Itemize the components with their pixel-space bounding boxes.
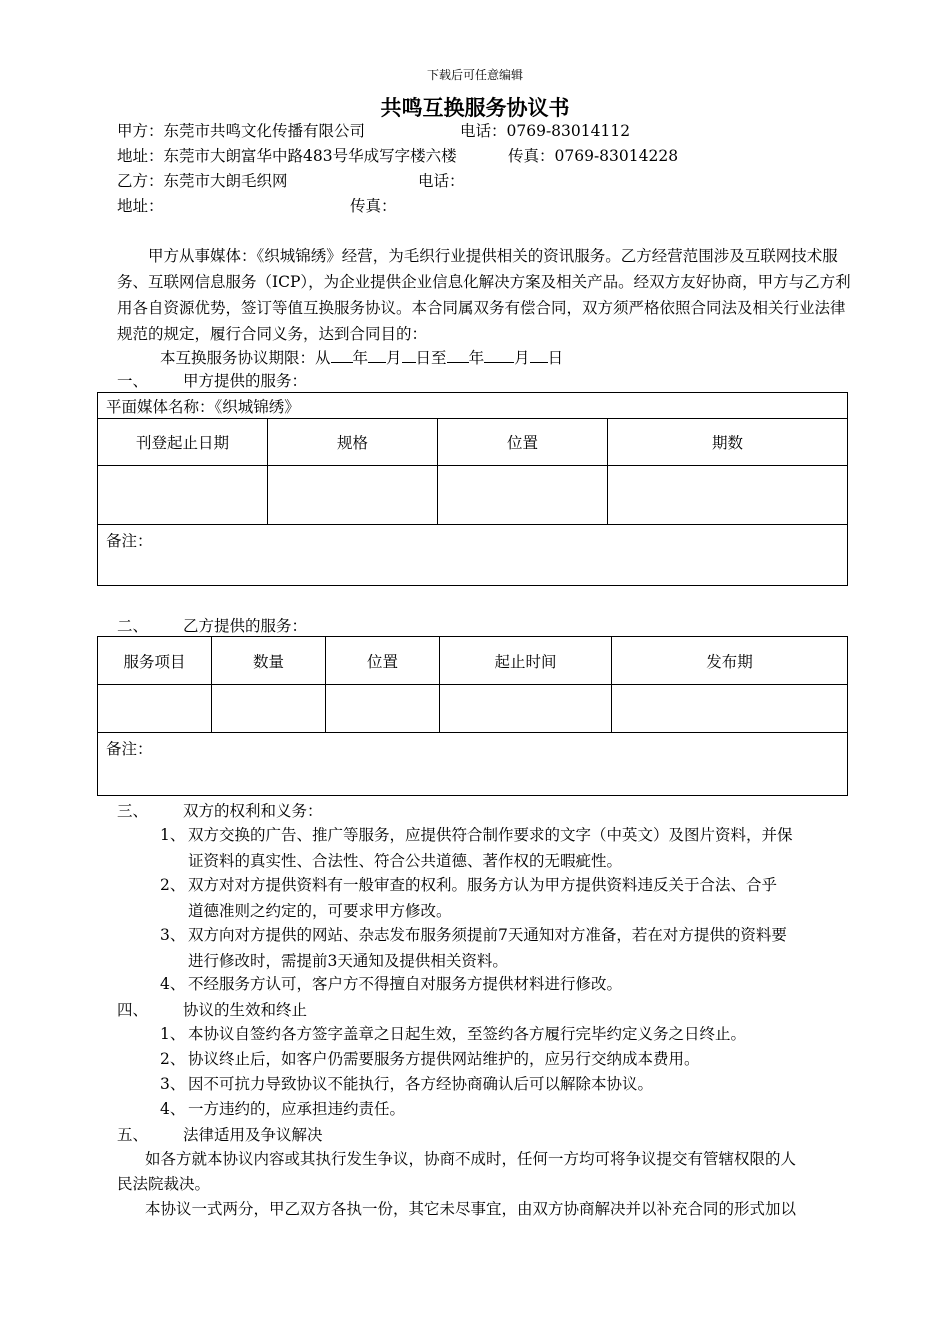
list-item-number: 3、 (160, 1075, 186, 1093)
section-3-number: 三、 (117, 802, 149, 820)
table-cell (98, 466, 268, 525)
list-item-line: 不经服务方认可，客户方不得擅自对服务方提供材料进行修改。 (188, 975, 623, 993)
table-header: 起止时间 (440, 637, 612, 685)
party-b-fax: 传真： (350, 197, 397, 215)
table-header: 刊登起止日期 (98, 419, 268, 466)
document-title: 共鸣互换服务协议书 (380, 96, 570, 120)
copies-paragraph-line: 本协议一式两分，甲乙双方各执一份，其它未尽事宜，由双方协商解决并以补充合同的形式加以 (145, 1200, 797, 1218)
list-item (188, 872, 848, 924)
section-2-heading: 乙方提供的服务： (183, 617, 308, 635)
section-2-number: 二、 (117, 617, 149, 635)
intro-paragraph: 甲方从事媒体：《织城锦绣》经营，为毛织行业提供相关的资讯服务。乙方经营范围涉及互联网技术服务、互联网信息服务（ICP），为企业提供企业信息化解决方案及相关产品。经双方友好协商，甲方与乙方利用各自资源优势，签订等值互换服务协议。本合同属双务有偿合同，双方须严格依照合同法及相关行业法律规范的规定，履行合同义务，达到合同目的： (117, 247, 851, 343)
list-item-line: 进行修改时，需提前3天通知及提供相关资料。 (188, 952, 508, 970)
term-year-2: 年 (468, 349, 485, 367)
table-cell (98, 685, 212, 733)
list-item (188, 822, 848, 874)
party-a-address: 地址：东莞市大朗富华中路483号华成写字楼六楼 (117, 147, 457, 165)
list-item: 一方违约的，应承担违约责任。 (188, 1100, 406, 1118)
list-item-line: 双方交换的广告、推广等服务，应提供符合制作要求的文字（中英文）及图片资料，并保 (188, 826, 793, 844)
section-3-heading: 双方的权利和义务： (183, 802, 323, 820)
list-item-number: 4、 (160, 1100, 186, 1118)
party-b-service-table (97, 636, 848, 796)
term-month-2: 月 (514, 349, 530, 367)
term-prefix: 本互换服务协议期限：从 (160, 349, 331, 367)
party-a-service-table (97, 392, 848, 586)
section-1-number: 一、 (117, 372, 149, 390)
list-item-number: 3、 (160, 926, 186, 944)
table-header: 数量 (212, 637, 326, 685)
table-cell (268, 466, 438, 525)
table-header: 发布期 (612, 637, 848, 685)
section-5-number: 五、 (117, 1126, 149, 1144)
list-item-line: 双方向对方提供的网站、杂志发布服务须提前7天通知对方准备，若在对方提供的资料要 (188, 926, 787, 944)
list-item-number: 4、 (160, 975, 186, 993)
party-a-fax: 传真：0769-83014228 (508, 147, 679, 165)
party-a-phone: 电话：0769-83014112 (460, 122, 631, 140)
party-b-address: 地址： (117, 197, 164, 215)
header-note: 下载后可任意编辑 (426, 68, 523, 82)
list-item-line: 道德准则之约定的，可要求甲方修改。 (188, 902, 452, 920)
party-a-name: 甲方：东莞市共鸣文化传播有限公司 (117, 122, 366, 140)
table-cell (608, 466, 848, 525)
list-item (188, 922, 848, 974)
dispute-paragraph-line: 民法院裁决。 (117, 1175, 211, 1193)
table-cell (612, 685, 848, 733)
party-b-name: 乙方：东莞市大朗毛织网 (117, 172, 288, 190)
list-item-number: 1、 (160, 1025, 186, 1043)
term-year-1: 年 (352, 349, 369, 367)
section-1-heading: 甲方提供的服务： (183, 372, 308, 390)
table-header: 位置 (326, 637, 440, 685)
section-5-heading: 法律适用及争议解决 (183, 1126, 323, 1144)
section-4-heading: 协议的生效和终止 (183, 1001, 308, 1019)
section-4-number: 四、 (117, 1001, 149, 1019)
table-header: 位置 (438, 419, 608, 466)
table-header: 服务项目 (98, 637, 212, 685)
remark-cell: 备注： (98, 525, 848, 586)
table-header: 期数 (608, 419, 848, 466)
dispute-paragraph-line: 如各方就本协议内容或其执行发生争议，协商不成时，任何一方均可将争议提交有管辖权限的人 (145, 1150, 797, 1168)
list-item-line: 证资料的真实性、合法性、符合公共道德、著作权的无暇疵性。 (188, 852, 623, 870)
term-day-2: 日 (547, 349, 564, 367)
term-day-1: 日至 (415, 349, 447, 367)
table-cell (440, 685, 612, 733)
list-item: 协议终止后，如客户仍需要服务方提供网站维护的，应另行交纳成本费用。 (188, 1050, 700, 1068)
remark-cell: 备注： (98, 733, 848, 796)
list-item-number: 1、 (160, 826, 186, 844)
list-item (188, 971, 848, 997)
table-cell (438, 466, 608, 525)
table-header: 规格 (268, 419, 438, 466)
list-item: 因不可抗力导致协议不能执行，各方经协商确认后可以解除本协议。 (188, 1075, 654, 1093)
list-item-line: 双方对对方提供资料有一般审查的权利。服务方认为甲方提供资料违反关于合法、合乎 (188, 876, 778, 894)
term-month-1: 月 (386, 349, 402, 367)
table-cell (326, 685, 440, 733)
media-name-cell: 平面媒体名称：《织城锦绣》 (98, 393, 848, 419)
list-item: 本协议自签约各方签字盖章之日起生效，至签约各方履行完毕约定义务之日终止。 (188, 1025, 747, 1043)
party-b-phone: 电话： (418, 172, 465, 190)
agreement-term (160, 346, 563, 368)
list-item-number: 2、 (160, 1050, 186, 1068)
table-cell (212, 685, 326, 733)
list-item-number: 2、 (160, 876, 186, 894)
